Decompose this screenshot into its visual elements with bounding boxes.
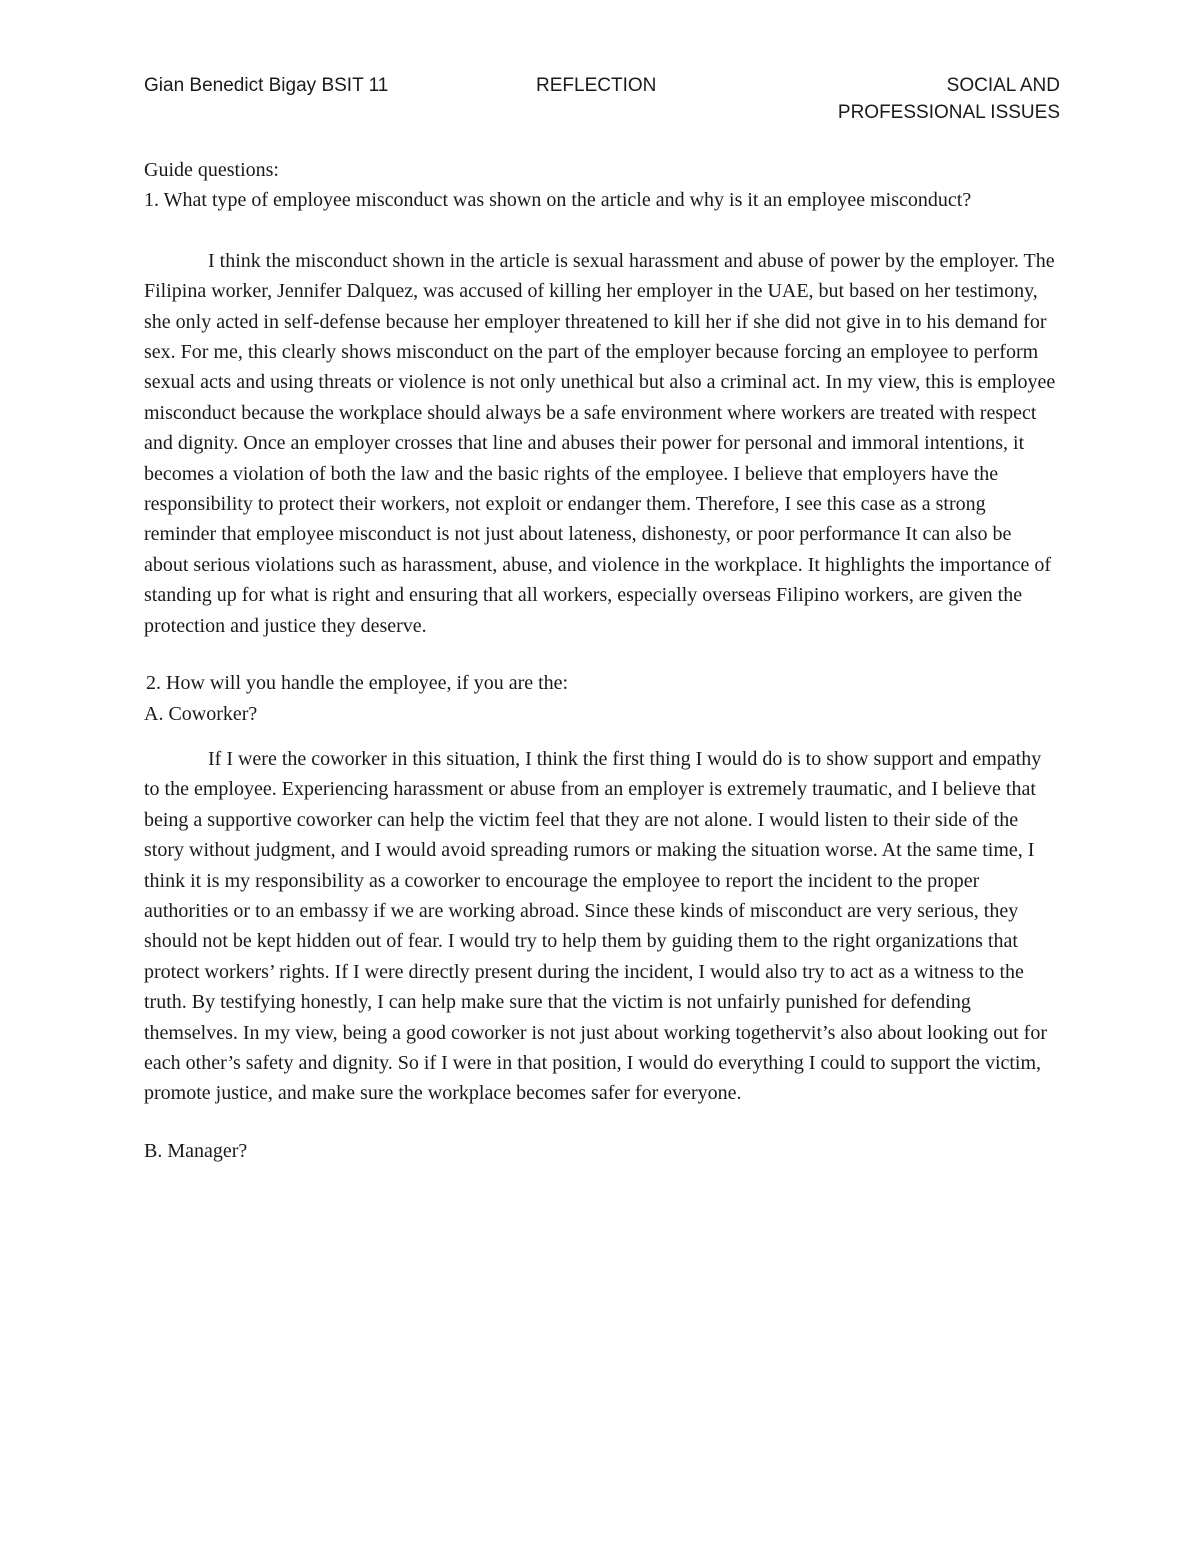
- spacer: [144, 729, 1060, 744]
- spacer: [144, 216, 1060, 246]
- question-2: 2. How will you handle the employee, if you are the:: [146, 672, 569, 695]
- spacer: [144, 641, 1060, 668]
- question-1: 1. What type of employee misconduct was shown on the article and why is it an employee misconduct?: [144, 189, 972, 212]
- document-title: REFLECTION: [536, 75, 657, 96]
- guide-questions-label: Guide questions:: [144, 159, 279, 181]
- subject-line-2: PROFESSIONAL ISSUES: [837, 102, 1060, 123]
- answer-1: I think the misconduct shown in the article is sexual harassment and abuse of power by the employer. The Filipina worker, Jennifer Dalquez, was accused of killing her employer in the UAE, but based on her testimony, she only acted in self-defense because her employer threatened to kill her if she did not give in to his demand for sex. For me, this clearly shows misconduct on the part of the employer because forcing an employee to perform sexual acts and using threats or violence is not only unethical but also a criminal act. In my view, this is employee misconduct because the workplace should always be a safe environment where workers are treated with respect and dignity. Once an employer crosses that line and abuses their power for personal and immoral intentions, it becomes a violation of both the law and the basic rights of the employee. I believe that employers have the responsibility to protect their workers, not exploit or endanger them. Therefore, I see this case as a strong reminder that employee misconduct is not just about lateness, dishonesty, or poor performance It can also be about serious violations such as harassment, abuse, and violence in the workplace. It highlights the importance of standing up for what is right and ensuring that all workers, especially overseas Filipino workers, are given the protection and justice they deserve.: [144, 249, 1056, 637]
- question-2a: A. Coworker?: [144, 702, 258, 725]
- question-2b: B. Manager?: [144, 1139, 248, 1162]
- page-header: [144, 72, 1060, 132]
- answer-2a: If I were the coworker in this situation, I think the first thing I would do is to show support and empathy to the employee. Experiencing harassment or abuse from an employer is extremely traumatic, and I believe that being a supportive coworker can help the victim feel that they are not alone. I would listen to their side of the story without judgment, and I would avoid spreading rumors or making the situation worse. At the same time, I think it is my responsibility as a coworker to encourage the employee to report the incident to the proper authorities or to an embassy if we are working abroad. Since these kinds of misconduct are very serious, they should not be kept hidden out of fear. I would try to help them by guiding them to the right organizations that protect workers’ rights. If I were directly present during the incident, I would also try to act as a witness to the truth. By testifying honestly, I can help make sure that the victim is not unfairly punished for defending themselves. In my view, being a good coworker is not just about working togethervit’s also about looking out for each other’s safety and dignity. So if I were in that position, I would do everything I could to support the victim, promote justice, and make sure the workplace becomes safer for everyone.: [144, 747, 1047, 1105]
- subject-label: [838, 72, 1060, 126]
- spacer: [144, 1109, 1060, 1136]
- subject-line-1: SOCIAL AND: [946, 75, 1060, 96]
- author-line: Gian Benedict Bigay BSIT 11: [144, 75, 389, 96]
- document-body: [144, 155, 1060, 1166]
